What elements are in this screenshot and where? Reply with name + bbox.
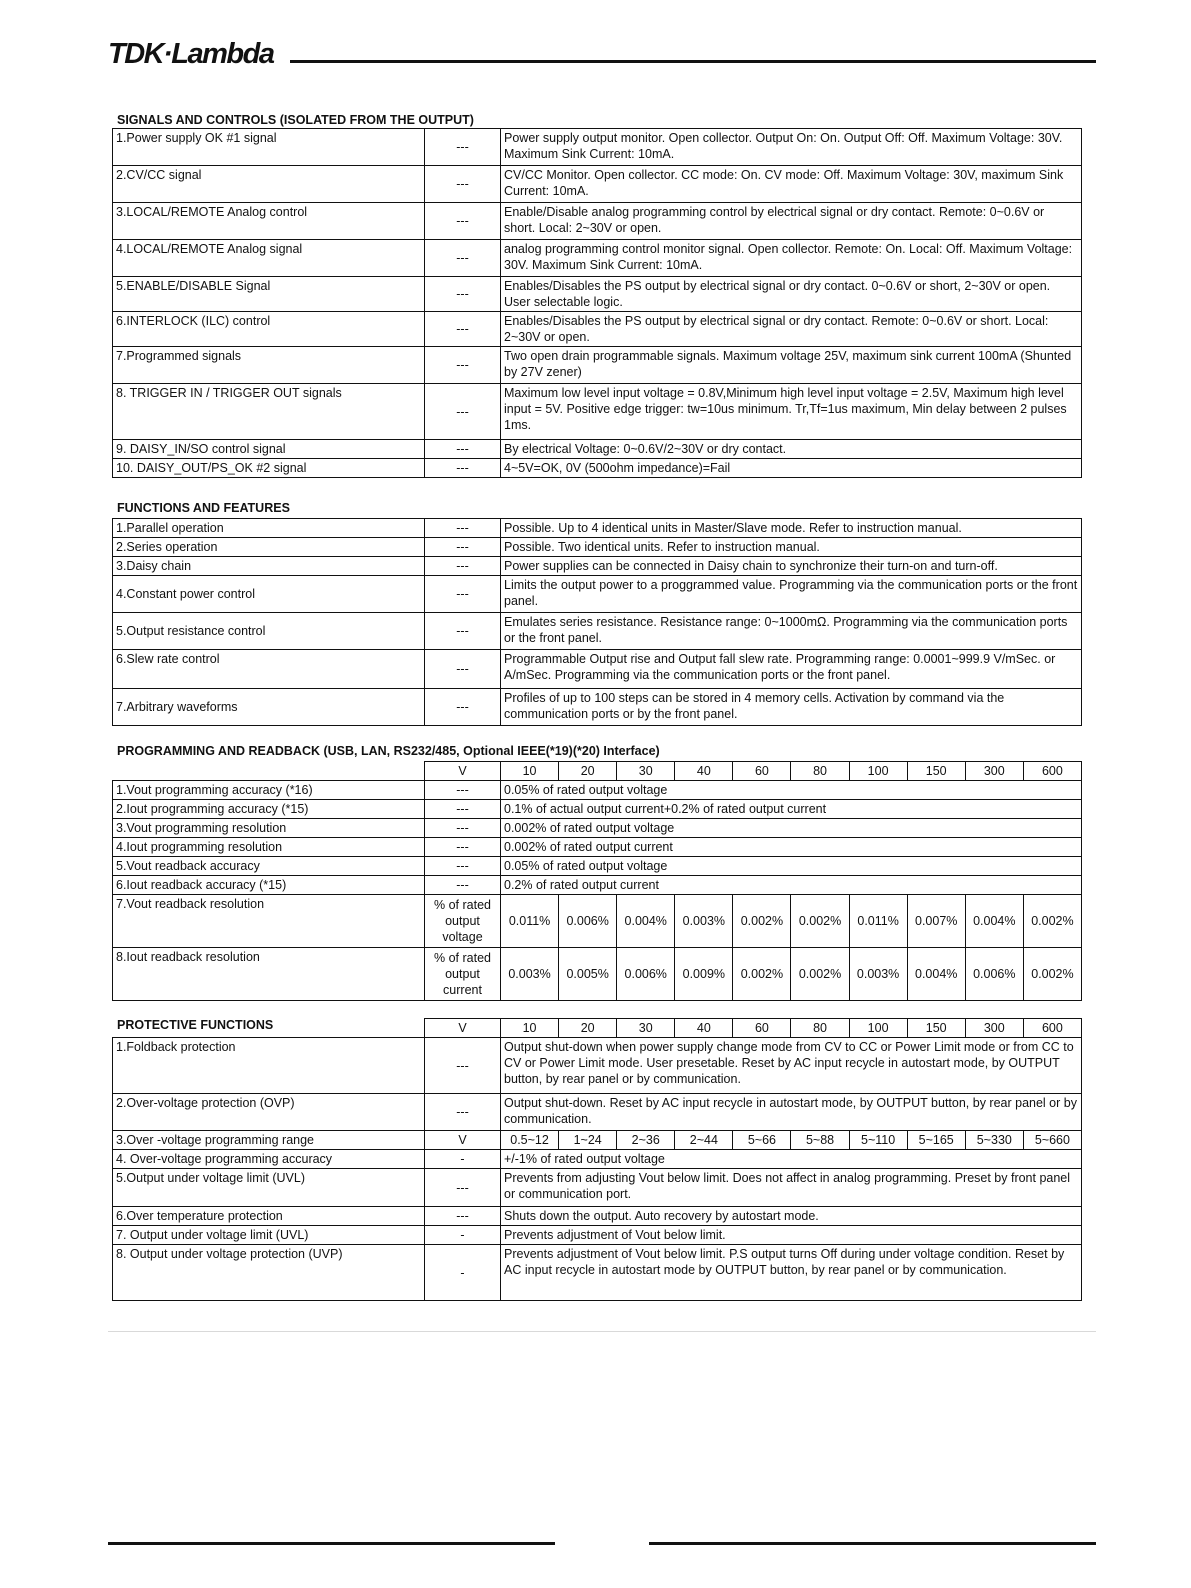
- table-row: [113, 1094, 1082, 1131]
- voltage-header-cell: 10: [501, 762, 559, 781]
- table-row: [113, 689, 1082, 726]
- voltage-header-cell: 80: [791, 1019, 849, 1038]
- row-description: Shuts down the output. Auto recovery by autostart mode.: [501, 1207, 1082, 1226]
- row-description: Maximum low level input voltage = 0.8V,Minimum high level input voltage = 2.5V, Maximum high level input = 5V. Positive edge trigger: tw=10us minimum. Tr,Tf=1us maximum, Min delay between 2 pulses 1ms.: [501, 384, 1082, 440]
- voltage-header-cell: 300: [965, 762, 1023, 781]
- row-label: 8.Iout readback resolution: [113, 948, 425, 1001]
- header-rule: [290, 60, 1096, 63]
- programming-title: PROGRAMMING AND READBACK (USB, LAN, RS232/485, Optional IEEE(*19)(*20) Interface): [117, 744, 660, 758]
- row-description: analog programming control monitor signal. Open collector. Remote: On. Local: Off. Maximum Voltage: 30V. Maximum Sink Current: 10mA.: [501, 240, 1082, 277]
- resolution-value: 0.004%: [965, 895, 1023, 948]
- row-unit: % of rated output voltage: [425, 895, 501, 948]
- table-row: [113, 876, 1082, 895]
- row-label: 3.LOCAL/REMOTE Analog control: [113, 203, 425, 240]
- row-unit: ---: [425, 1038, 501, 1094]
- row-label: 4. Over-voltage programming accuracy: [113, 1150, 425, 1169]
- voltage-header-cell: 600: [1023, 1019, 1081, 1038]
- ovp-range-value: 5~88: [791, 1131, 849, 1150]
- row-label: 2.CV/CC signal: [113, 166, 425, 203]
- row-unit: V: [425, 1131, 501, 1150]
- voltage-header-cell: 60: [733, 762, 791, 781]
- table-row: [113, 538, 1082, 557]
- row-label: 6.Iout readback accuracy (*15): [113, 876, 425, 895]
- table-row: [113, 459, 1082, 478]
- ovp-range-value: 2~36: [617, 1131, 675, 1150]
- voltage-header-cell: 10: [501, 1019, 559, 1038]
- resolution-value: 0.006%: [617, 948, 675, 1001]
- row-label: 6.Slew rate control: [113, 650, 425, 689]
- row-description: Output shut-down. Reset by AC input recycle in autostart mode, by OUTPUT button, by rear panel or by communication.: [501, 1094, 1082, 1131]
- row-label: 3.Daisy chain: [113, 557, 425, 576]
- table-row: [113, 240, 1082, 277]
- row-unit: ---: [425, 876, 501, 895]
- table-row: [113, 838, 1082, 857]
- row-description: 4~5V=OK, 0V (500ohm impedance)=Fail: [501, 459, 1082, 478]
- row-description: 0.002% of rated output current: [501, 838, 1082, 857]
- footer-divider: [108, 1331, 1096, 1332]
- row-label: 8. Output under voltage protection (UVP): [113, 1245, 425, 1301]
- voltage-header-row: [113, 762, 1082, 781]
- row-unit: -: [425, 1226, 501, 1245]
- row-description: Programmable Output rise and Output fall slew rate. Programming range: 0.0001~999.9 V/mSec. or A/mSec. Programming via the communication ports or the front panel.: [501, 650, 1082, 689]
- row-label: 5.Vout readback accuracy: [113, 857, 425, 876]
- row-unit: ---: [425, 277, 501, 312]
- ovp-range-value: 2~44: [675, 1131, 733, 1150]
- ovp-range-value: 5~66: [733, 1131, 791, 1150]
- resolution-value: 0.006%: [965, 948, 1023, 1001]
- resolution-value: 0.002%: [1023, 948, 1081, 1001]
- row-unit: -: [425, 1245, 501, 1301]
- header-blank: [113, 1019, 425, 1038]
- row-unit: ---: [425, 819, 501, 838]
- row-unit: ---: [425, 203, 501, 240]
- row-description: Enables/Disables the PS output by electrical signal or dry contact. Remote: 0~0.6V or short. Local: 2~30V or open.: [501, 312, 1082, 347]
- row-unit: ---: [425, 1169, 501, 1207]
- row-description: Enable/Disable analog programming control by electrical signal or dry contact. Remote: 0~0.6V or short. Local: 2~30V or open.: [501, 203, 1082, 240]
- resolution-value: 0.006%: [559, 895, 617, 948]
- voltage-header-cell: 20: [559, 762, 617, 781]
- resolution-value: 0.003%: [849, 948, 907, 1001]
- row-unit: ---: [425, 312, 501, 347]
- row-label: 1.Foldback protection: [113, 1038, 425, 1094]
- row-unit: ---: [425, 1094, 501, 1131]
- voltage-header-cell: 30: [617, 1019, 675, 1038]
- resolution-value: 0.002%: [791, 948, 849, 1001]
- row-unit: ---: [425, 781, 501, 800]
- voltage-header-cell: 100: [849, 762, 907, 781]
- resolution-value: 0.004%: [907, 948, 965, 1001]
- signals-table: [112, 128, 1082, 478]
- resolution-value: 0.002%: [733, 948, 791, 1001]
- ovp-range-row: [113, 1131, 1082, 1150]
- row-label: 3.Vout programming resolution: [113, 819, 425, 838]
- row-label: 4.LOCAL/REMOTE Analog signal: [113, 240, 425, 277]
- voltage-header-cell: 40: [675, 762, 733, 781]
- voltage-header-cell: 80: [791, 762, 849, 781]
- voltage-header-cell: 20: [559, 1019, 617, 1038]
- row-description: Profiles of up to 100 steps can be stored in 4 memory cells. Activation by command via the communication ports or by the front panel.: [501, 689, 1082, 726]
- row-label: 2.Series operation: [113, 538, 425, 557]
- row-label: 1.Parallel operation: [113, 519, 425, 538]
- row-label: 4.Iout programming resolution: [113, 838, 425, 857]
- table-row: [113, 347, 1082, 384]
- row-description: By electrical Voltage: 0~0.6V/2~30V or dry contact.: [501, 440, 1082, 459]
- resolution-value: 0.002%: [1023, 895, 1081, 948]
- header-blank: [113, 762, 425, 781]
- table-row: [113, 613, 1082, 650]
- row-unit: ---: [425, 166, 501, 203]
- row-description: Prevents adjustment of Vout below limit. P.S output turns Off during under voltage condition. Reset by AC input recycle in autostart mode by OUTPUT button, by rear panel or by communication.: [501, 1245, 1082, 1301]
- protective-title: PROTECTIVE FUNCTIONS: [117, 1018, 274, 1032]
- row-label: 1.Vout programming accuracy (*16): [113, 781, 425, 800]
- row-description: Prevents from adjusting Vout below limit. Does not affect in analog programming. Preset by front panel or communication port.: [501, 1169, 1082, 1207]
- row-unit: ---: [425, 857, 501, 876]
- resolution-value: 0.002%: [733, 895, 791, 948]
- row-unit: ---: [425, 459, 501, 478]
- resolution-row: [113, 895, 1082, 948]
- voltage-header-cell: 150: [907, 1019, 965, 1038]
- row-description: Emulates series resistance. Resistance range: 0~1000mΩ. Programming via the communication ports or the front panel.: [501, 613, 1082, 650]
- table-row: [113, 650, 1082, 689]
- voltage-header-cell: 300: [965, 1019, 1023, 1038]
- row-description: Power supplies can be connected in Daisy chain to synchronize their turn-on and turn-off.: [501, 557, 1082, 576]
- resolution-value: 0.003%: [675, 895, 733, 948]
- row-description: CV/CC Monitor. Open collector. CC mode: On. CV mode: Off. Maximum Voltage: 30V, maximum Sink Current: 10mA.: [501, 166, 1082, 203]
- row-description: Two open drain programmable signals. Maximum voltage 25V, maximum sink current 100mA (Shunted by 27V zener): [501, 347, 1082, 384]
- row-unit: ---: [425, 384, 501, 440]
- row-unit: ---: [425, 650, 501, 689]
- voltage-header-row: [113, 1019, 1082, 1038]
- row-label: 8. TRIGGER IN / TRIGGER OUT signals: [113, 384, 425, 440]
- row-label: 5.Output under voltage limit (UVL): [113, 1169, 425, 1207]
- table-row: [113, 519, 1082, 538]
- ovp-range-value: 1~24: [559, 1131, 617, 1150]
- voltage-header-cell: 30: [617, 762, 675, 781]
- voltage-header-cell: 60: [733, 1019, 791, 1038]
- row-label: 7.Programmed signals: [113, 347, 425, 384]
- table-row: [113, 781, 1082, 800]
- unit-header: V: [425, 762, 501, 781]
- row-label: 1.Power supply OK #1 signal: [113, 129, 425, 166]
- table-row: [113, 384, 1082, 440]
- table-row: [113, 819, 1082, 838]
- row-label: 10. DAISY_OUT/PS_OK #2 signal: [113, 459, 425, 478]
- row-unit: % of rated output current: [425, 948, 501, 1001]
- table-row: [113, 576, 1082, 613]
- table-row: [113, 1038, 1082, 1094]
- row-description: Enables/Disables the PS output by electrical signal or dry contact. 0~0.6V or short, 2~30V or open. User selectable logic.: [501, 277, 1082, 312]
- resolution-value: 0.003%: [501, 948, 559, 1001]
- table-row: [113, 857, 1082, 876]
- row-unit: ---: [425, 557, 501, 576]
- row-description: Limits the output power to a proggrammed value. Programming via the communication ports or the front panel.: [501, 576, 1082, 613]
- ovp-range-value: 5~165: [907, 1131, 965, 1150]
- row-unit: ---: [425, 800, 501, 819]
- row-unit: ---: [425, 240, 501, 277]
- table-row: [113, 277, 1082, 312]
- row-label: 6.INTERLOCK (ILC) control: [113, 312, 425, 347]
- row-unit: -: [425, 1150, 501, 1169]
- brand-logo: TDK·Lambda: [108, 38, 274, 70]
- table-row: [113, 800, 1082, 819]
- bottom-rule-right: [649, 1542, 1096, 1545]
- row-description: 0.1% of actual output current+0.2% of rated output current: [501, 800, 1082, 819]
- row-label: 7.Arbitrary waveforms: [113, 689, 425, 726]
- row-unit: ---: [425, 838, 501, 857]
- row-unit: ---: [425, 347, 501, 384]
- row-label: 5.Output resistance control: [113, 613, 425, 650]
- row-description: 0.05% of rated output voltage: [501, 781, 1082, 800]
- resolution-row: [113, 948, 1082, 1001]
- row-unit: ---: [425, 576, 501, 613]
- row-description: Possible. Two identical units. Refer to instruction manual.: [501, 538, 1082, 557]
- row-label: 9. DAISY_IN/SO control signal: [113, 440, 425, 459]
- programming-table: [112, 761, 1082, 1001]
- row-label: 2.Over-voltage protection (OVP): [113, 1094, 425, 1131]
- row-description: Power supply output monitor. Open collector. Output On: On. Output Off: Off. Maximum Voltage: 30V. Maximum Sink Current: 10mA.: [501, 129, 1082, 166]
- voltage-header-cell: 600: [1023, 762, 1081, 781]
- row-unit: ---: [425, 1207, 501, 1226]
- row-description: Possible. Up to 4 identical units in Master/Slave mode. Refer to instruction manual.: [501, 519, 1082, 538]
- functions-table: [112, 518, 1082, 726]
- row-description: Prevents adjustment of Vout below limit.: [501, 1226, 1082, 1245]
- row-description: +/-1% of rated output voltage: [501, 1150, 1082, 1169]
- voltage-header-cell: 40: [675, 1019, 733, 1038]
- row-label: 7.Vout readback resolution: [113, 895, 425, 948]
- row-label: 6.Over temperature protection: [113, 1207, 425, 1226]
- voltage-header-cell: 150: [907, 762, 965, 781]
- table-row: [113, 312, 1082, 347]
- table-row: [113, 166, 1082, 203]
- row-unit: ---: [425, 689, 501, 726]
- table-row: [113, 557, 1082, 576]
- resolution-value: 0.007%: [907, 895, 965, 948]
- table-row: [113, 440, 1082, 459]
- table-row: [113, 203, 1082, 240]
- row-unit: ---: [425, 613, 501, 650]
- functions-title: FUNCTIONS AND FEATURES: [117, 501, 290, 515]
- ovp-range-value: 5~110: [849, 1131, 907, 1150]
- voltage-header-cell: 100: [849, 1019, 907, 1038]
- row-label: 4.Constant power control: [113, 576, 425, 613]
- resolution-value: 0.002%: [791, 895, 849, 948]
- table-row: [113, 1207, 1082, 1226]
- row-label: 7. Output under voltage limit (UVL): [113, 1226, 425, 1245]
- unit-header: V: [425, 1019, 501, 1038]
- ovp-range-value: 0.5~12: [501, 1131, 559, 1150]
- protective-table: [112, 1018, 1082, 1301]
- bottom-rule-left: [108, 1542, 555, 1545]
- resolution-value: 0.011%: [501, 895, 559, 948]
- table-row: [113, 1169, 1082, 1207]
- row-label: 2.Iout programming accuracy (*15): [113, 800, 425, 819]
- row-unit: ---: [425, 129, 501, 166]
- row-description: Output shut-down when power supply change mode from CV to CC or Power Limit mode or from CC to CV or Power Limit mode. User presetable. Reset by AC input recycle in autostart mode, by OUTPUT button, by rear panel or by communication.: [501, 1038, 1082, 1094]
- row-unit: ---: [425, 440, 501, 459]
- resolution-value: 0.005%: [559, 948, 617, 1001]
- ovp-range-value: 5~660: [1023, 1131, 1081, 1150]
- row-unit: ---: [425, 538, 501, 557]
- ovp-range-value: 5~330: [965, 1131, 1023, 1150]
- resolution-value: 0.011%: [849, 895, 907, 948]
- resolution-value: 0.004%: [617, 895, 675, 948]
- table-row: [113, 129, 1082, 166]
- row-unit: ---: [425, 519, 501, 538]
- resolution-value: 0.009%: [675, 948, 733, 1001]
- row-label: 5.ENABLE/DISABLE Signal: [113, 277, 425, 312]
- table-row: [113, 1150, 1082, 1169]
- table-row: [113, 1245, 1082, 1301]
- row-description: 0.002% of rated output voltage: [501, 819, 1082, 838]
- row-label: 3.Over -voltage programming range: [113, 1131, 425, 1150]
- row-description: 0.2% of rated output current: [501, 876, 1082, 895]
- table-row: [113, 1226, 1082, 1245]
- signals-title: SIGNALS AND CONTROLS (ISOLATED FROM THE OUTPUT): [117, 113, 474, 127]
- row-description: 0.05% of rated output voltage: [501, 857, 1082, 876]
